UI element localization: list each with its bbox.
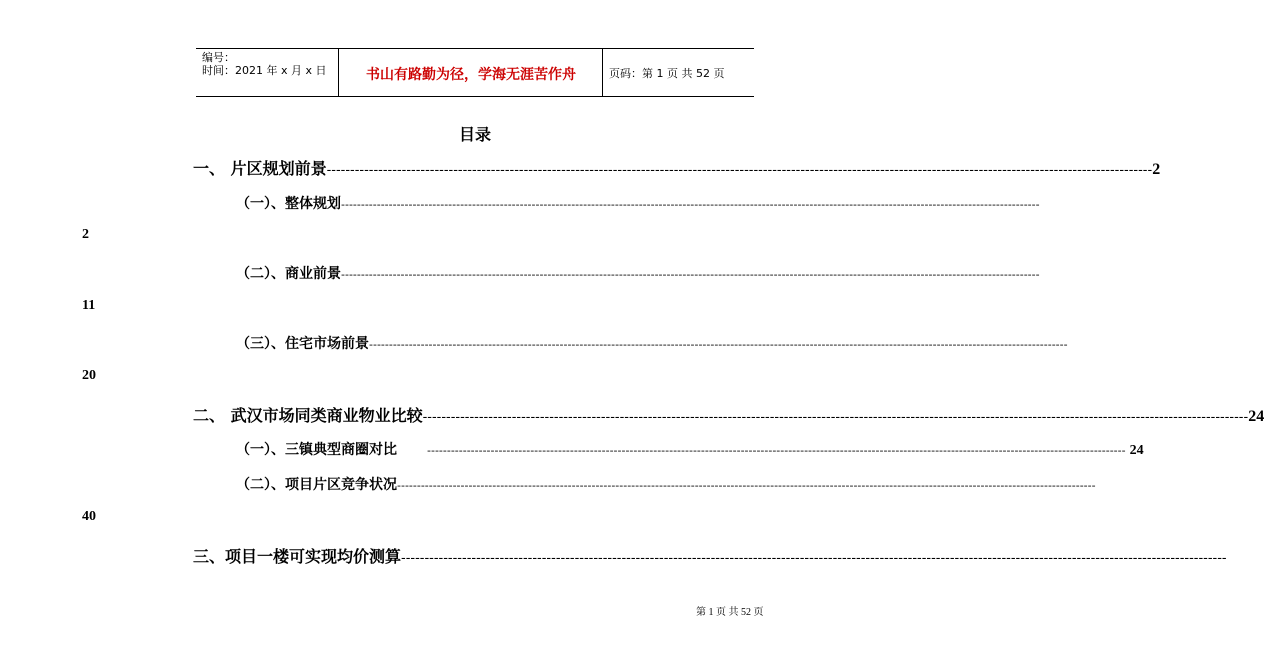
- toc-leader-dots: --------------------------------------------------------------------------------------------------------------------------------------------------------------------------------: [397, 479, 1096, 492]
- toc-entry-2-1[interactable]: [236, 439, 1144, 459]
- toc-leader-dots: --------------------------------------------------------------------------------------------------------------------------------------------------------------------------------: [326, 163, 1153, 178]
- toc-entry-2-2[interactable]: [236, 474, 1096, 494]
- toc-entry-label: （一）、整体规划: [236, 196, 341, 212]
- toc-entry-label: （一）、三镇典型商圈对比: [236, 442, 397, 458]
- toc-leader-dots: --------------------------------------------------------------------------------------------------------------------------------------------------------------------------------: [427, 444, 1126, 457]
- toc-entry-page: 24: [1129, 443, 1144, 458]
- toc-leader-dots: --------------------------------------------------------------------------------------------------------------------------------------------------------------------------------: [422, 410, 1249, 425]
- toc-entry-label: （二）、项目片区竞争状况: [236, 477, 397, 493]
- toc-entry-page-wrapped: 20: [82, 368, 96, 383]
- toc-entry-page: 2: [1152, 161, 1161, 178]
- toc-entry-label: 三、项目一楼可实现均价测算: [193, 547, 402, 566]
- toc-entry-3[interactable]: [193, 544, 1227, 567]
- toc-entry-page-wrapped: 40: [82, 509, 96, 524]
- toc-leader-dots: --------------------------------------------------------------------------------------------------------------------------------------------------------------------------------: [401, 551, 1227, 566]
- toc-entry-1-1[interactable]: [236, 193, 1040, 213]
- toc-entry-label: （三）、住宅市场前景: [236, 336, 369, 352]
- toc-entry-1-3[interactable]: [236, 333, 1068, 353]
- toc-entry-page: 24: [1248, 408, 1264, 425]
- header-date: 时间：2021 年 x 月 x 日: [202, 64, 327, 77]
- toc-entry-page-wrapped: 11: [82, 298, 96, 313]
- toc-entry-label: 二、 武汉市场同类商业物业比较: [193, 406, 423, 425]
- header-top-rule: [196, 48, 754, 49]
- toc-entry-label: 一、 片区规划前景: [193, 159, 327, 178]
- toc-title: 目录: [458, 125, 491, 144]
- toc-entry-1-2[interactable]: [236, 263, 1040, 283]
- toc-leader-dots: --------------------------------------------------------------------------------------------------------------------------------------------------------------------------------: [341, 268, 1040, 281]
- header-number-label: 编号：: [202, 51, 235, 64]
- header-page-info: 页码：第 1 页 共 52 页: [609, 67, 725, 80]
- header-divider-left: [338, 48, 339, 97]
- page-footer: 第 1 页 共 52 页: [696, 607, 764, 618]
- toc-leader-dots: --------------------------------------------------------------------------------------------------------------------------------------------------------------------------------: [341, 198, 1040, 211]
- header-divider-right: [602, 48, 603, 97]
- toc-entry-label: （二）、商业前景: [236, 266, 341, 282]
- header-motto: 书山有路勤为径，学海无涯苦作舟: [366, 67, 576, 83]
- toc-entry-page-wrapped: 2: [82, 227, 89, 242]
- header-bottom-rule: [196, 96, 754, 97]
- toc-leader-dots: --------------------------------------------------------------------------------------------------------------------------------------------------------------------------------: [369, 338, 1068, 351]
- toc-entry-2[interactable]: [193, 403, 1264, 426]
- toc-entry-1[interactable]: [193, 156, 1161, 179]
